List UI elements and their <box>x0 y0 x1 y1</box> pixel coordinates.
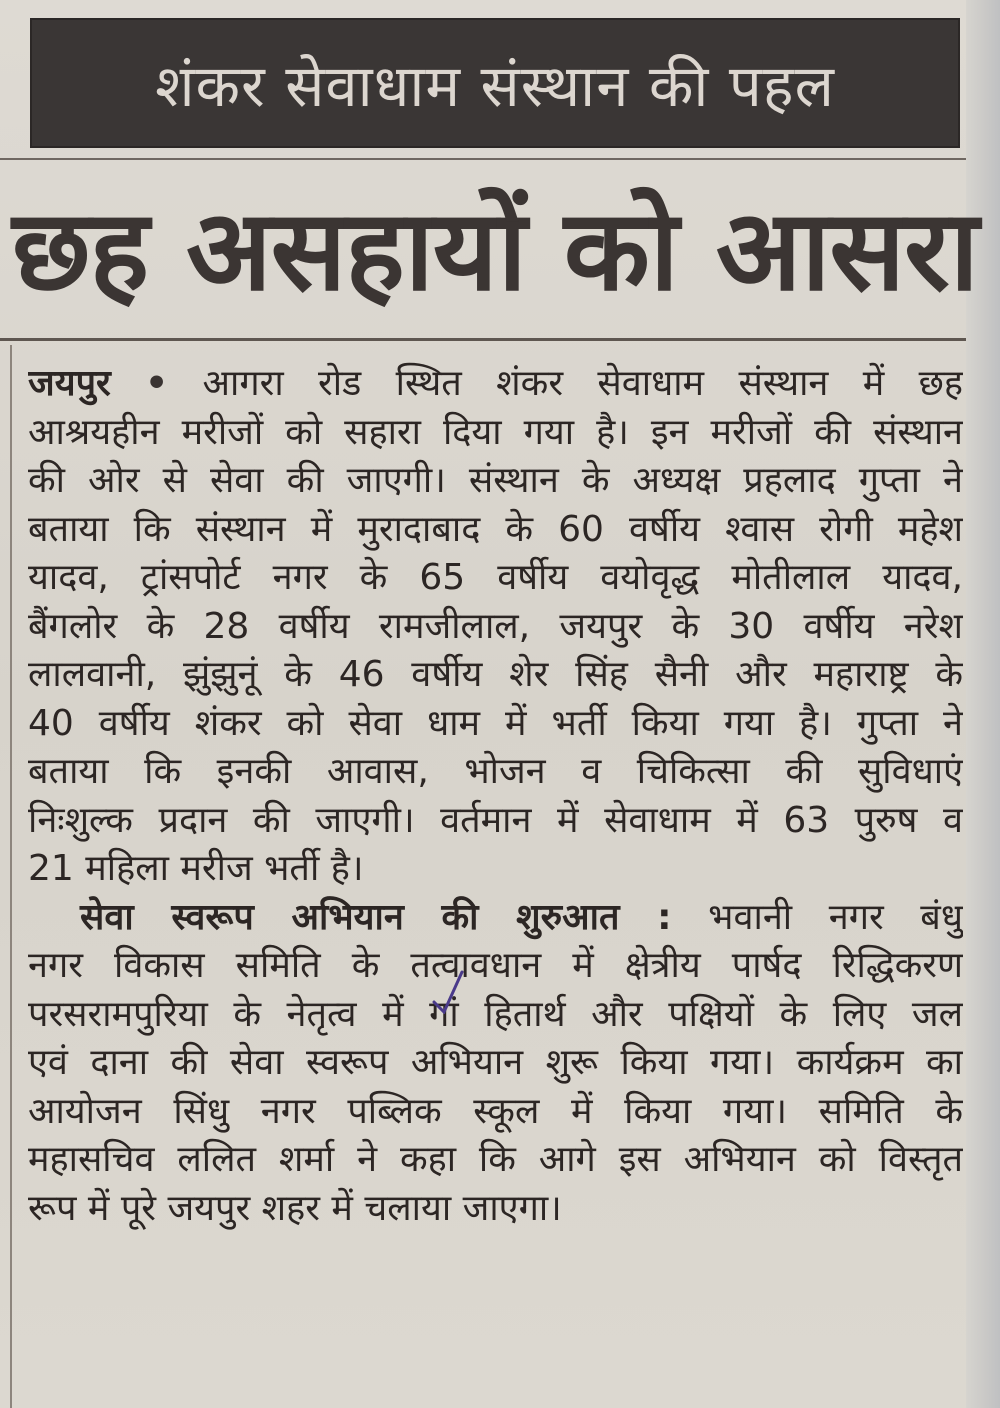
bullet-icon: • <box>145 363 169 404</box>
headline-text: छह असहायों को आसरा <box>12 185 978 316</box>
article-line <box>28 894 963 943</box>
article-line: लालवानी, झुंझुनूं के 46 वर्षीय शेर सिंह सैनी और महाराष्ट्र के <box>28 654 963 695</box>
article-line: बताया कि संस्थान में मुरादाबाद के 60 वर्षीय श्वास रोगी महेश <box>28 508 963 550</box>
article-text: आगरा रोड स्थित शंकर सेवाधाम संस्थान में छह <box>202 363 963 404</box>
article-line: यादव, ट्रांसपोर्ट नगर के 65 वर्षीय वयोवृद्ध मोतीलाल यादव, <box>28 557 963 598</box>
article-line <box>28 360 963 409</box>
pen-tick-mark <box>428 968 468 1014</box>
divider-bottom <box>0 338 966 341</box>
kicker-text: शंकर सेवाधाम संस्थान की पहल <box>155 51 835 120</box>
column-rule <box>10 345 12 1408</box>
article-line: महासचिव ललित शर्मा ने कहा कि आगे इस अभियान को विस्तृत <box>28 1139 963 1180</box>
article-line: बैंगलोर के 28 वर्षीय रामजीलाल, जयपुर के 30 वर्षीय नरेश <box>28 605 963 647</box>
article-line: की ओर से सेवा की जाएगी। संस्थान के अध्यक्ष प्रहलाद गुप्ता ने <box>28 460 963 501</box>
article-line: 40 वर्षीय शंकर को सेवा धाम में भर्ती किया गया है। गुप्ता ने <box>28 702 963 744</box>
kicker-banner <box>30 18 960 148</box>
article-text: भवानी नगर बंधु <box>708 896 963 938</box>
headline <box>0 165 990 325</box>
article-line: एवं दाना की सेवा स्वरूप अभियान शुरू किया गया। कार्यक्रम का <box>28 1042 963 1083</box>
article-line: निःशुल्क प्रदान की जाएगी। वर्तमान में सेवाधाम में 63 पुरुष व <box>28 799 963 841</box>
article-line: आश्रयहीन मरीजों को सहारा दिया गया है। इन मरीजों की संस्थान <box>28 411 963 453</box>
article-body <box>28 360 963 1400</box>
article-line: आयोजन सिंधु नगर पब्लिक स्कूल में किया गया। समिति के <box>28 1090 963 1132</box>
article-line: नगर विकास समिति के तत्वावधान में क्षेत्रीय पार्षद रिद्धिकरण <box>28 945 963 986</box>
dateline: जयपुर <box>28 363 111 404</box>
article-line: परसरामपुरिया के नेतृत्व में गां हितार्थ और पक्षियों के लिए जल <box>28 993 963 1035</box>
article-line: 21 महिला मरीज भर्ती है। <box>28 848 364 889</box>
divider-top <box>0 158 966 160</box>
article-line: रूप में पूरे जयपुर शहर में चलाया जाएगा। <box>28 1187 562 1229</box>
subhead: सेवा स्वरूप अभियान की शुरुआत : <box>80 896 672 938</box>
article-line: बताया कि इनकी आवास, भोजन व चिकित्सा की सुविधाएं <box>28 751 963 792</box>
